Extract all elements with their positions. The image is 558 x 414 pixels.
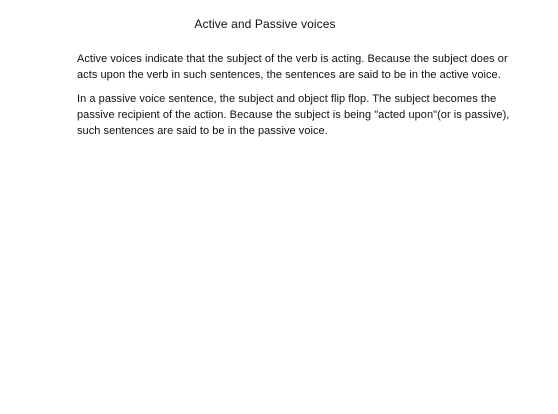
paragraph-passive-voice: In a passive voice sentence, the subject and object flip flop. The subject becomes the passive recipient of the action. Because the subject is being "acted upon"(or is passive), such sentences are said to be in the passive voice. [77, 93, 510, 137]
document-body [77, 51, 517, 139]
document-title: Active and Passive voices [194, 17, 336, 31]
paragraph-active-voice: Active voices indicate that the subject of the verb is acting. Because the subject does or acts upon the verb in such sentences, the sentences are said to be in the active voice. [77, 53, 508, 81]
